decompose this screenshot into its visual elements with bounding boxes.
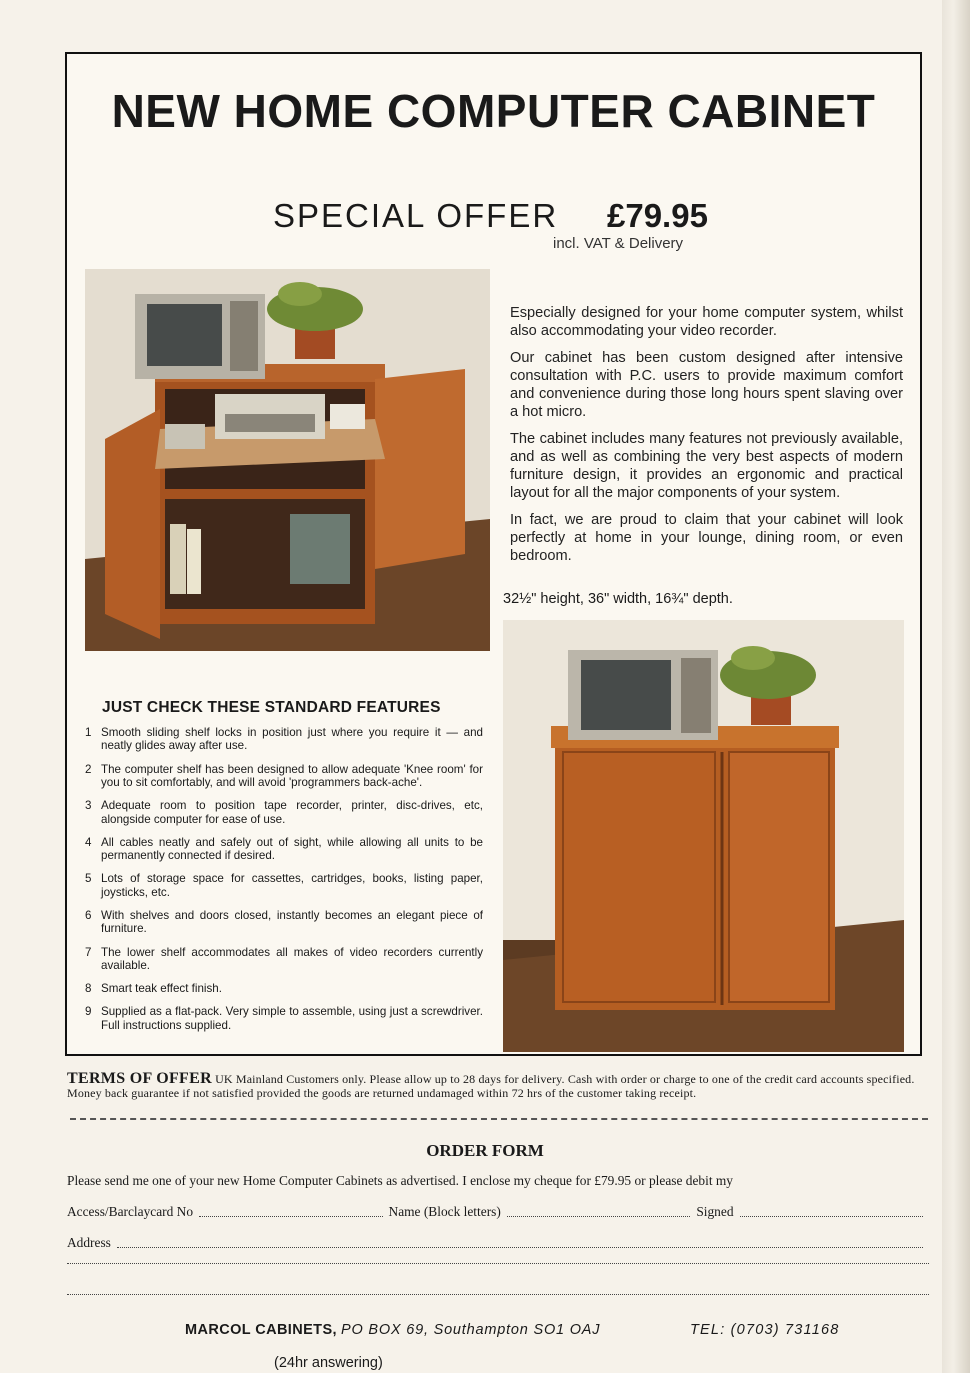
address-row [67, 1235, 929, 1251]
dimensions: 32½" height, 36" width, 16¾" depth. [503, 591, 733, 607]
description-paragraph: Our cabinet has been custom designed after intensive consultation with P.C. users to provide maximum comfort and convenience during those long hours spent slaving over a hot micro. [510, 350, 903, 420]
feature-number: 8 [85, 982, 92, 996]
feature-text: Smart teak effect finish. [101, 982, 222, 996]
advert-panel [65, 52, 922, 1056]
page-edge [942, 0, 970, 1373]
feature-item [85, 763, 483, 790]
feature-item [85, 872, 483, 899]
card-number-label: Access/Barclaycard No [67, 1204, 194, 1219]
feature-text: The computer shelf has been designed to allow adequate 'Knee room' for you to sit comfortably, and will avoid 'programmers back-ache'. [101, 762, 483, 790]
signature-field[interactable] [740, 1204, 923, 1217]
description-paragraph: Especially designed for your home computer system, whilst also accommodating your video recorder. [510, 305, 903, 339]
feature-number: 2 [85, 762, 92, 776]
feature-text: Smooth sliding shelf locks in position just where you require it — and neatly glides away after use. [101, 726, 483, 753]
feature-number: 3 [85, 799, 92, 813]
feature-item [85, 909, 483, 936]
address-field[interactable] [117, 1235, 923, 1248]
feature-item [85, 799, 483, 826]
feature-number: 4 [85, 835, 92, 849]
terms-title: TERMS OF OFFER [67, 1070, 212, 1087]
feature-number: 9 [85, 1005, 92, 1019]
feature-number: 7 [85, 945, 92, 959]
open-cabinet-photo [85, 269, 490, 651]
feature-text: Lots of storage space for cassettes, cartridges, books, listing paper, joysticks, etc. [101, 872, 483, 899]
description-paragraph: In fact, we are proud to claim that your cabinet will look perfectly at home in your lounge, dining room, or even bedroom. [510, 512, 903, 564]
price-note: incl. VAT & Delivery [553, 235, 684, 252]
closed-cabinet-photo [503, 620, 904, 1052]
terms-of-offer [67, 1072, 929, 1100]
feature-text: The lower shelf accommodates all makes of video recorders currently available. [101, 945, 483, 973]
answering-note: (24hr answering) [274, 1355, 383, 1371]
special-offer-label: SPECIAL OFFER [273, 197, 559, 234]
postal-address: PO BOX 69, Southampton SO1 OAJ [340, 1322, 601, 1338]
headline: NEW HOME COMPUTER CABINET [111, 85, 876, 137]
feature-number: 5 [85, 872, 92, 886]
terms-text: UK Mainland Customers only. Please allow up to 28 days for delivery. Cash with order or charge to one of the credit card accounts specified. Money back guarantee if not satisfied provided the goods are returned undamaged within 72 hrs of the customer taking receipt. [67, 1072, 915, 1100]
feature-item [85, 1005, 483, 1032]
features-title: JUST CHECK THESE STANDARD FEATURES [102, 699, 441, 716]
address-field-line-3[interactable] [67, 1294, 929, 1295]
description [510, 304, 903, 574]
feature-item [85, 726, 483, 753]
feature-item [85, 836, 483, 863]
description-paragraph: The cabinet includes many features not previously available, and as well as combining the very best aspects of modern furniture design, it provides an ergonomic and practical layout for all the major components of your system. [510, 431, 903, 501]
address-label: Address [67, 1235, 111, 1250]
feature-item [85, 946, 483, 973]
feature-number: 6 [85, 909, 92, 923]
feature-text: With shelves and doors closed, instantly becomes an elegant piece of furniture. [101, 909, 483, 936]
cut-line [70, 1118, 928, 1120]
signed-label: Signed [696, 1204, 734, 1219]
feature-number: 1 [85, 726, 92, 739]
address-field-line-2[interactable] [67, 1263, 929, 1264]
company-address [185, 1322, 600, 1338]
feature-text: All cables neatly and safely out of sight, while allowing all units to be permanently connected if desired. [101, 835, 483, 863]
telephone: TEL: (0703) 731168 [690, 1322, 840, 1338]
feature-text: Adequate room to position tape recorder, printer, disc-drives, etc, alongside computer for ease of use. [101, 799, 483, 826]
feature-text: Supplied as a flat-pack. Very simple to assemble, using just a screwdriver. Full instructions supplied. [101, 1005, 483, 1032]
card-number-field[interactable] [199, 1204, 382, 1217]
name-field[interactable] [507, 1204, 690, 1217]
offer-price: £79.95 [607, 197, 708, 234]
company-name: MARCOL CABINETS, [185, 1322, 337, 1338]
order-fields-row [67, 1204, 929, 1220]
feature-item [85, 982, 483, 995]
features-list [85, 726, 483, 1042]
name-label: Name (Block letters) [388, 1204, 501, 1219]
order-form-title: ORDER FORM [426, 1141, 544, 1160]
order-intro: Please send me one of your new Home Computer Cabinets as advertised. I enclose my cheque for £79.95 or please debit my [67, 1173, 734, 1188]
